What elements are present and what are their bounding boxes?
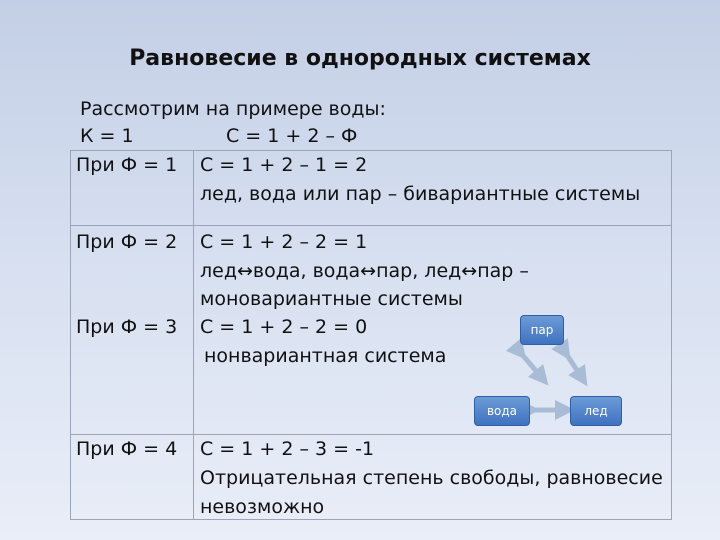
slide-title: Равновесие в однородных системах [129, 46, 591, 71]
row-4-formula: С = 1 + 2 – 3 = -1 [200, 438, 375, 460]
ice-node: лед [570, 396, 622, 426]
water-node: вода [474, 396, 530, 426]
vapor-node: пар [520, 315, 564, 345]
row-4-description-cont: невозможно [200, 496, 325, 518]
table-top-border [70, 150, 672, 151]
row-2-formula: С = 1 + 2 – 2 = 1 [200, 231, 368, 253]
row-label-phase-1: При Ф = 1 [76, 154, 178, 176]
row-2-description: лед↔вода, вода↔пар, лед↔пар – [200, 260, 529, 282]
table-bottom-border [70, 519, 672, 520]
row-4-description: Отрицательная степень свободы, равновесие [200, 467, 663, 489]
row-label-phase-3: При Ф = 3 [76, 316, 178, 338]
row-1-description: лед, вода или пар – бивариантные системы [200, 183, 641, 205]
row-label-phase-4: При Ф = 4 [76, 438, 178, 460]
table-column-divider [193, 150, 194, 520]
table-left-border [70, 150, 71, 520]
row-label-phase-2: При Ф = 2 [76, 231, 178, 253]
table-right-border [671, 150, 672, 520]
intro-text: Рассмотрим на примере воды: [80, 98, 386, 120]
c-formula: С = 1 + 2 – Ф [226, 125, 358, 147]
row-2-description-cont: моновариантные системы [200, 288, 463, 310]
table-row-divider [70, 434, 672, 435]
row-3-formula: С = 1 + 2 – 2 = 0 [200, 316, 368, 338]
arrow-vapor-water [520, 352, 542, 378]
row-3-description: нонвариантная система [204, 345, 447, 367]
arrow-vapor-ice [565, 352, 582, 378]
row-1-formula: С = 1 + 2 – 1 = 2 [200, 154, 368, 176]
k-equation: К = 1 [80, 125, 134, 147]
table-row-divider [70, 225, 672, 226]
